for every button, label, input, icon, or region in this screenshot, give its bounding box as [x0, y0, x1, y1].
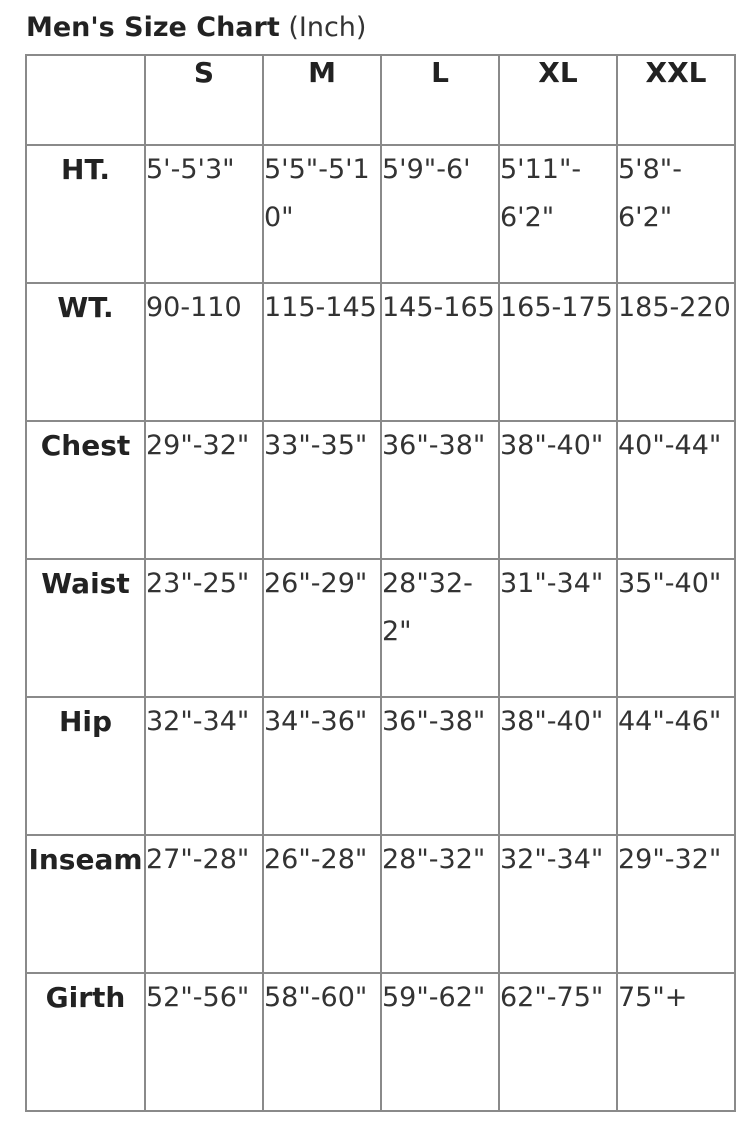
row-label: Chest — [26, 421, 145, 559]
table-cell: 5'11"-6'2" — [499, 145, 617, 283]
table-cell: 26"-29" — [263, 559, 381, 697]
table-cell: 52"-56" — [145, 973, 263, 1111]
table-row-height — [26, 145, 735, 283]
table-cell: 5'5"-5'10" — [263, 145, 381, 283]
table-cell: 33"-35" — [263, 421, 381, 559]
table-cell: 115-145 — [263, 283, 381, 421]
size-header-l: L — [381, 55, 499, 145]
table-cell: 40"-44" — [617, 421, 735, 559]
table-row-inseam — [26, 835, 735, 973]
row-label: HT. — [26, 145, 145, 283]
table-cell: 75"+ — [617, 973, 735, 1111]
table-cell: 36"-38" — [381, 421, 499, 559]
table-cell: 35"-40" — [617, 559, 735, 697]
chart-title: Men's Size Chart — [26, 12, 280, 43]
table-cell: 29"-32" — [617, 835, 735, 973]
table-cell: 34"-36" — [263, 697, 381, 835]
table-cell: 31"-34" — [499, 559, 617, 697]
table-cell: 32"-34" — [499, 835, 617, 973]
row-label: Girth — [26, 973, 145, 1111]
table-row-girth — [26, 973, 735, 1111]
row-label: Inseam — [26, 835, 145, 973]
table-cell: 27"-28" — [145, 835, 263, 973]
page-title — [26, 10, 366, 46]
table-cell: 38"-40" — [499, 697, 617, 835]
chart-unit: (Inch) — [288, 12, 367, 43]
table-cell: 26"-28" — [263, 835, 381, 973]
table-cell: 5'8"-6'2" — [617, 145, 735, 283]
corner-cell — [26, 55, 145, 145]
size-header-m: M — [263, 55, 381, 145]
table-cell: 28"-32" — [381, 835, 499, 973]
table-cell: 5'9"-6' — [381, 145, 499, 283]
table-cell: 165-175 — [499, 283, 617, 421]
table-row-chest — [26, 421, 735, 559]
table-cell: 23"-25" — [145, 559, 263, 697]
table-cell: 28"32-2" — [381, 559, 499, 697]
size-header-xl: XL — [499, 55, 617, 145]
table-cell: 145-165 — [381, 283, 499, 421]
size-header-xxl: XXL — [617, 55, 735, 145]
table-cell: 32"-34" — [145, 697, 263, 835]
row-label: Waist — [26, 559, 145, 697]
table-cell: 62"-75" — [499, 973, 617, 1111]
table-cell: 36"-38" — [381, 697, 499, 835]
row-label: Hip — [26, 697, 145, 835]
table-row-weight — [26, 283, 735, 421]
table-row-waist — [26, 559, 735, 697]
table-cell: 58"-60" — [263, 973, 381, 1111]
size-chart-table — [25, 54, 736, 1112]
table-cell: 90-110 — [145, 283, 263, 421]
size-header-s: S — [145, 55, 263, 145]
header-row — [26, 55, 735, 145]
row-label: WT. — [26, 283, 145, 421]
table-cell: 5'-5'3" — [145, 145, 263, 283]
table-cell: 59"-62" — [381, 973, 499, 1111]
table-cell: 29"-32" — [145, 421, 263, 559]
table-row-hip — [26, 697, 735, 835]
table-cell: 185-220 — [617, 283, 735, 421]
table-cell: 38"-40" — [499, 421, 617, 559]
table-cell: 44"-46" — [617, 697, 735, 835]
